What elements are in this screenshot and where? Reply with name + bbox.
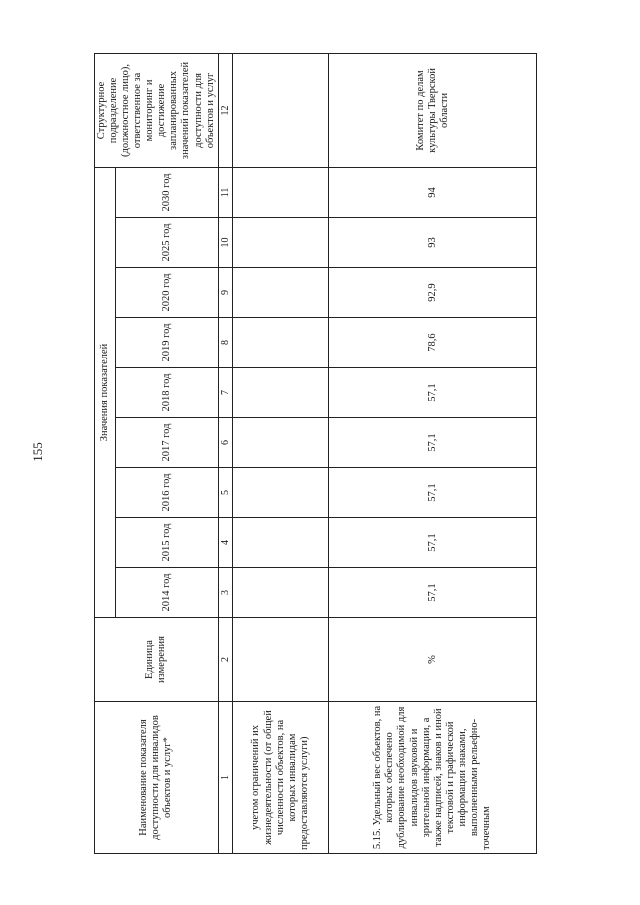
header-unit: Единица измерения	[95, 618, 219, 702]
header-year: 2017 год	[116, 418, 218, 468]
header-year: 2020 год	[116, 268, 218, 318]
col-number: 5	[218, 468, 233, 518]
col-number: 4	[218, 518, 233, 568]
col-number: 11	[218, 167, 233, 217]
row-value: 57,1	[329, 368, 537, 418]
col-number: 8	[218, 318, 233, 368]
header-year: 2016 год	[116, 468, 218, 518]
row-value	[233, 468, 329, 518]
header-year: 2025 год	[116, 218, 218, 268]
row-value	[233, 368, 329, 418]
col-number: 1	[218, 702, 233, 854]
row-value	[233, 568, 329, 618]
row-value	[233, 418, 329, 468]
indicators-table	[94, 53, 537, 854]
row-unit	[233, 618, 329, 702]
header-year: 2015 год	[116, 518, 218, 568]
col-number: 6	[218, 418, 233, 468]
row-name: учетом ограничений их жизнедеятельности (от общей численности объектов, на которых инвалидам предоставляются услуги)	[233, 702, 329, 854]
table-row	[233, 53, 329, 853]
col-number: 10	[218, 218, 233, 268]
header-name: Наименование показателя доступности для инвалидов объектов и услуг*	[95, 702, 219, 854]
row-responsible	[233, 53, 329, 167]
header-values-group: Значения показателей	[95, 167, 116, 617]
page-number: 155	[30, 442, 45, 462]
rotated-table-wrapper	[94, 54, 492, 854]
row-value: 92,9	[329, 268, 537, 318]
row-value: 57,1	[329, 468, 537, 518]
row-value: 93	[329, 218, 537, 268]
row-value	[233, 268, 329, 318]
header-responsible: Структурное подразделение (должностное лицо), ответственное за мониторинг и достижение запланированных значений показателей доступности для объектов и услуг	[95, 53, 219, 167]
row-unit: %	[329, 618, 537, 702]
header-year: 2030 год	[116, 167, 218, 217]
col-number: 12	[218, 53, 233, 167]
row-value	[233, 218, 329, 268]
row-value	[233, 318, 329, 368]
row-value: 57,1	[329, 568, 537, 618]
col-number: 3	[218, 568, 233, 618]
row-value	[233, 518, 329, 568]
col-number: 2	[218, 618, 233, 702]
col-number: 9	[218, 268, 233, 318]
row-responsible: Комитет по делам культуры Тверской области	[329, 53, 537, 167]
row-name: 5.15. Удельный вес объектов, на которых обеспечено дублирование необходимой для инвалидов звуковой и зрительной информации, а также надписей, знаков и иной текстовой и графической информации знаками, выполненными рельефно-точечным	[329, 702, 537, 854]
table-row	[329, 53, 537, 853]
col-number: 7	[218, 368, 233, 418]
row-value: 94	[329, 167, 537, 217]
header-year: 2018 год	[116, 368, 218, 418]
row-value: 57,1	[329, 418, 537, 468]
header-year: 2019 год	[116, 318, 218, 368]
header-year: 2014 год	[116, 568, 218, 618]
row-value	[233, 167, 329, 217]
row-value: 57,1	[329, 518, 537, 568]
row-value: 78,6	[329, 318, 537, 368]
